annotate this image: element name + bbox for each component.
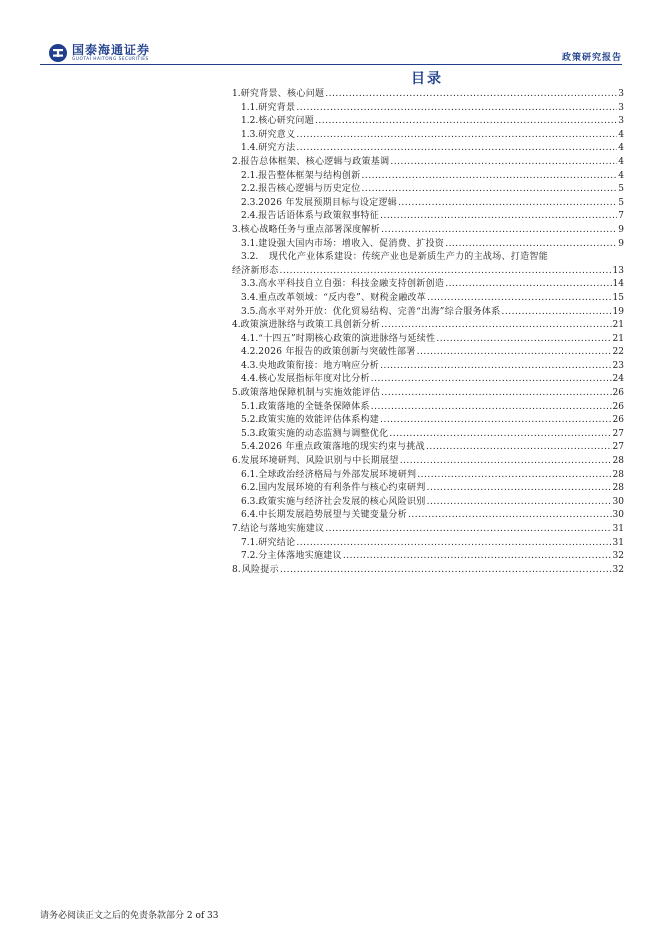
toc-leader-dots <box>398 197 617 211</box>
toc-entry[interactable] <box>232 156 624 170</box>
toc-entry-page: 21 <box>612 320 624 331</box>
toc-leader-dots <box>296 537 611 551</box>
toc-entry-number: 4.1. <box>241 333 259 344</box>
toc-entry-number: 5.3. <box>241 428 259 439</box>
toc-entry-title: 政策实施的动态监测与调整优化 <box>258 428 389 439</box>
toc-entry-number: 6.2. <box>241 483 259 494</box>
table-of-contents <box>232 88 624 577</box>
toc-entry-title: 研究意义 <box>258 129 296 140</box>
toc-entry-page: 27 <box>612 428 624 439</box>
toc-entry[interactable] <box>232 387 624 401</box>
toc-leader-dots <box>381 319 611 333</box>
toc-entry-page: 14 <box>612 279 624 290</box>
toc-leader-dots <box>445 278 611 292</box>
toc-leader-dots <box>502 306 612 320</box>
toc-leader-dots <box>296 142 617 156</box>
toc-leader-dots <box>380 360 611 374</box>
toc-entry-title: 政策落地保障机制与实施效能评估 <box>240 388 381 399</box>
toc-leader-dots <box>427 292 611 306</box>
toc-leader-dots <box>343 550 612 564</box>
toc-entry-title: 研究背景、核心问题 <box>240 89 325 99</box>
toc-leader-dots <box>445 238 617 252</box>
toc-entry[interactable] <box>232 428 624 442</box>
toc-entry-number: 8. <box>232 564 241 575</box>
company-name-cn: 国泰海通证券 <box>72 42 151 57</box>
toc-leader-dots <box>389 428 611 442</box>
toc-entry-page: 30 <box>612 510 624 521</box>
toc-entry-page: 24 <box>612 374 624 385</box>
toc-leader-dots <box>417 346 612 360</box>
report-type: 政策研究报告 <box>561 53 622 63</box>
toc-entry-title: 核心研究问题 <box>258 116 314 127</box>
toc-leader-dots <box>280 564 612 578</box>
toc-leader-dots <box>296 129 617 143</box>
toc-entry[interactable] <box>232 197 624 211</box>
toc-entry[interactable] <box>232 537 624 551</box>
toc-entry-title: 高水平对外开放：优化贸易结构、完善“出海”综合服务体系 <box>258 306 501 317</box>
toc-entry-number: 7. <box>232 524 241 534</box>
toc-entry-title: 2026 年报告的政策创新与突破性部署 <box>258 347 416 358</box>
toc-entry[interactable] <box>232 469 624 483</box>
toc-entry-page: 23 <box>612 360 624 371</box>
toc-entry-number: 1. <box>232 89 241 99</box>
toc-leader-dots <box>381 387 611 401</box>
toc-entry-page: 28 <box>612 469 624 480</box>
toc-leader-dots <box>427 496 612 510</box>
toc-leader-dots <box>362 170 618 184</box>
toc-entry-number: 7.2. <box>241 551 259 562</box>
toc-entry-title: 发展环境研判、风险识别与中长期展望 <box>240 456 399 467</box>
toc-entry-page: 28 <box>612 456 624 467</box>
toc-leader-dots <box>325 523 611 537</box>
toc-entry-page: 9 <box>618 238 624 249</box>
toc-entry-page: 4 <box>618 156 624 167</box>
toc-entry-number: 2.1. <box>241 170 259 181</box>
company-logo <box>48 42 150 64</box>
toc-leader-dots <box>380 414 611 428</box>
toc-entry[interactable] <box>232 129 624 143</box>
toc-entry-page: 31 <box>612 537 624 548</box>
toc-leader-dots <box>390 156 617 170</box>
toc-entry-title: 全球政治经济格局与外部发展环境研判 <box>258 469 417 480</box>
toc-entry[interactable] <box>232 115 624 129</box>
toc-entry-number: 4.2. <box>241 347 259 358</box>
toc-entry-page: 32 <box>612 564 624 575</box>
toc-entry-number: 6.1. <box>241 469 259 480</box>
toc-entry[interactable] <box>232 414 624 428</box>
toc-entry[interactable] <box>232 224 624 238</box>
toc-entry-page: 4 <box>618 143 624 154</box>
toc-entry-number: 7.1. <box>241 537 259 548</box>
toc-entry-title-continued: 经济新形态 <box>232 265 279 276</box>
toc-entry-number: 4.4. <box>241 374 259 385</box>
toc-entry-number: 3.3. <box>241 279 259 290</box>
toc-entry-page: 5 <box>618 197 624 208</box>
toc-entry[interactable] <box>232 346 624 360</box>
company-name-en: GUOTAI HAITONG SECURITIES <box>72 56 149 62</box>
toc-entry-page: 3 <box>618 102 624 113</box>
toc-entry-page: 28 <box>612 483 624 494</box>
toc-entry[interactable] <box>232 306 624 320</box>
logo-mark-icon <box>48 43 68 63</box>
toc-entry-title: 核心战略任务与重点部署深度解析 <box>240 224 381 235</box>
toc-entry[interactable] <box>232 102 624 116</box>
toc-entry-title: 2026 年重点政策落地的现实约束与挑战 <box>258 442 425 453</box>
toc-entry-page: 26 <box>612 401 624 412</box>
toc-entry-title: 政策演进脉络与政策工具创新分析 <box>240 320 381 331</box>
toc-entry-title: 建设强大国内市场：增收入、促消费、扩投资 <box>258 238 445 249</box>
toc-entry-number: 6.4. <box>241 510 259 521</box>
toc-entry-number: 2.3. <box>241 197 259 208</box>
toc-entry-title: 研究方法 <box>258 143 296 154</box>
toc-entry-number: 5.1. <box>241 401 259 412</box>
toc-leader-dots <box>325 88 617 102</box>
toc-entry[interactable] <box>232 373 624 387</box>
toc-entry-page: 26 <box>612 415 624 426</box>
toc-title: 目录 <box>411 71 443 87</box>
toc-entry[interactable] <box>232 292 624 306</box>
toc-entry-title: 中长期发展趋势展望与关键变量分析 <box>258 510 407 521</box>
toc-entry-page: 4 <box>618 170 624 181</box>
toc-entry-page: 22 <box>612 347 624 358</box>
toc-entry[interactable] <box>232 319 624 333</box>
toc-entry-number: 2.4. <box>241 211 259 222</box>
toc-leader-dots <box>380 210 617 224</box>
toc-entry-page: 3 <box>618 89 624 99</box>
toc-entry-title: 核心发展指标年度对比分析 <box>258 374 370 385</box>
toc-entry-number: 3.4. <box>241 292 259 303</box>
toc-entry[interactable] <box>232 278 624 292</box>
toc-leader-dots <box>371 401 612 415</box>
toc-entry-title: 报告核心逻辑与历史定位 <box>258 184 361 195</box>
toc-entry-page: 15 <box>612 292 624 303</box>
toc-entry-number: 1.4. <box>241 143 259 154</box>
toc-entry-title: 政策实施的效能评估体系构建 <box>258 415 380 426</box>
toc-leader-dots <box>296 102 617 116</box>
toc-entry-page: 4 <box>618 129 624 140</box>
toc-entry-title: 报告话语体系与政策叙事特征 <box>258 211 380 222</box>
toc-leader-dots <box>400 455 612 469</box>
header-divider <box>40 64 622 65</box>
toc-entry-number: 2. <box>232 156 241 167</box>
toc-entry-title: 重点改革领域：“反内卷”、财税金融改革 <box>258 292 427 303</box>
toc-entry-page: 13 <box>612 265 624 276</box>
toc-leader-dots <box>362 183 618 197</box>
toc-entry-page: 19 <box>612 306 624 317</box>
toc-entry-number: 1.1. <box>241 102 259 113</box>
toc-entry[interactable] <box>232 142 624 156</box>
toc-entry[interactable] <box>232 251 624 278</box>
toc-entry-number: 4. <box>232 320 241 331</box>
toc-entry-number: 1.3. <box>241 129 259 140</box>
toc-entry-page: 5 <box>618 184 624 195</box>
toc-entry[interactable] <box>232 523 624 537</box>
toc-entry[interactable] <box>232 564 624 578</box>
toc-entry-page: 7 <box>618 211 624 222</box>
toc-entry-page: 9 <box>618 224 624 235</box>
toc-entry-title: 结论与落地实施建议 <box>240 524 325 534</box>
toc-entry-title: 报告整体框架与结构创新 <box>258 170 361 181</box>
toc-entry-number: 5.4. <box>241 442 259 453</box>
toc-entry-number: 5.2. <box>241 415 259 426</box>
toc-entry-title: 高水平科技自立自强：科技金融支持创新创造 <box>258 279 445 290</box>
toc-entry[interactable] <box>232 496 624 510</box>
toc-entry-number: 3.5. <box>241 306 259 317</box>
toc-entry-page: 27 <box>612 442 624 453</box>
toc-entry-number: 6.3. <box>241 496 259 507</box>
toc-entry[interactable] <box>232 509 624 523</box>
toc-entry-title: 现代化产业体系建设：传统产业也是新质生产力的主战场、打造智能 <box>269 252 549 263</box>
toc-leader-dots <box>436 333 611 347</box>
page-header <box>40 40 622 66</box>
toc-entry[interactable] <box>232 333 624 347</box>
toc-entry-title: 报告总体框架、核心逻辑与政策基调 <box>240 156 390 167</box>
toc-entry-number: 5. <box>232 388 241 399</box>
toc-entry[interactable] <box>232 550 624 564</box>
toc-entry[interactable] <box>232 441 624 455</box>
toc-entry-number: 3. <box>232 224 241 235</box>
toc-entry-page: 26 <box>612 388 624 399</box>
toc-entry-title: 国内发展环境的有利条件与核心约束研判 <box>258 483 426 494</box>
toc-leader-dots <box>280 265 612 279</box>
toc-entry-page: 3 <box>618 116 624 127</box>
toc-entry-title: 2026 年发展预期目标与设定逻辑 <box>258 197 398 208</box>
toc-entry-page: 30 <box>612 496 624 507</box>
toc-entry-title: 风险提示 <box>241 564 279 575</box>
toc-entry-title: 研究背景 <box>258 102 296 113</box>
toc-entry-number: 6. <box>232 456 241 467</box>
toc-entry-number: 4.3. <box>241 360 259 371</box>
toc-entry-title: 研究结论 <box>258 537 296 548</box>
toc-entry-page: 32 <box>612 551 624 562</box>
toc-leader-dots <box>315 115 617 129</box>
toc-entry-page: 21 <box>612 333 624 344</box>
toc-leader-dots <box>381 224 617 238</box>
toc-entry-page: 31 <box>612 524 624 534</box>
toc-entry-title: 央地政策衔接：地方响应分析 <box>258 360 380 371</box>
toc-entry[interactable] <box>232 88 624 102</box>
toc-leader-dots <box>371 373 612 387</box>
toc-entry-title: 政策实施与经济社会发展的核心风险识别 <box>258 496 426 507</box>
toc-entry[interactable] <box>232 401 624 415</box>
toc-entry-number: 2.2. <box>241 184 259 195</box>
toc-entry[interactable] <box>232 482 624 496</box>
page-footer: 请务必阅读正文之后的免责条款部分 2 of 33 <box>40 911 219 921</box>
toc-entry-number: 1.2. <box>241 116 259 127</box>
toc-entry[interactable] <box>232 170 624 184</box>
toc-entry-title: “十四五”时期核心政策的演进脉络与延续性 <box>258 333 436 344</box>
toc-leader-dots <box>426 441 612 455</box>
toc-entry-title: 政策落地的全链条保障体系 <box>258 401 370 412</box>
toc-entry[interactable] <box>232 183 624 197</box>
toc-entry-number: 3.1. <box>241 238 259 249</box>
toc-entry[interactable] <box>232 210 624 224</box>
toc-entry[interactable] <box>232 360 624 374</box>
toc-leader-dots <box>417 469 611 483</box>
toc-leader-dots <box>427 482 612 496</box>
toc-leader-dots <box>408 509 612 523</box>
toc-entry[interactable] <box>232 238 624 252</box>
toc-entry-title: 分主体落地实施建议 <box>258 551 342 562</box>
toc-entry-number: 3.2. <box>241 252 259 263</box>
toc-entry[interactable] <box>232 455 624 469</box>
